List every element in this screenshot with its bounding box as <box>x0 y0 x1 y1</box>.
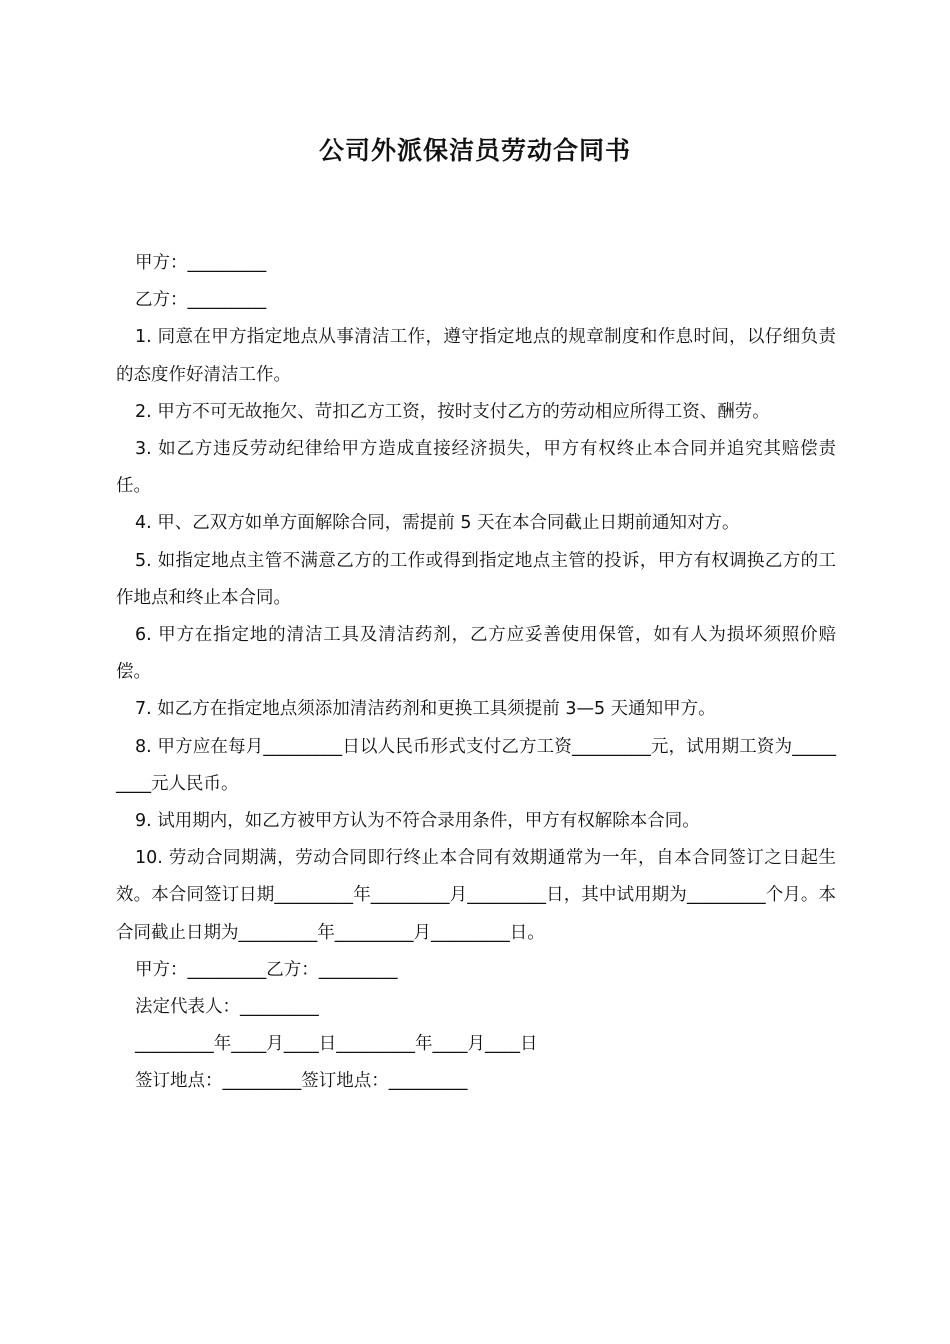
clause-7: 7. 如乙方在指定地点须添加清洁药剂和更换工具须提前 3—5 天通知甲方。 <box>135 699 716 720</box>
signing-place-line: 签订地点：_________签订地点：_________ <box>135 1071 468 1092</box>
clause-6: 6. 甲方在指定地的清洁工具及清洁药剂，乙方应妥善使用保管，如有人为损坏须照价赔偿。 <box>116 625 836 683</box>
clause-9: 9. 试用期内，如乙方被甲方认为不符合录用条件，甲方有权解除本合同。 <box>135 811 700 832</box>
clause-5: 5. 如指定地点主管不满意乙方的工作或得到指定地点主管的投诉，甲方有权调换乙方的工作地点和终止本合同。 <box>116 550 836 608</box>
party-b-line: 乙方：_________ <box>135 290 267 311</box>
clause-10: 10. 劳动合同期满，劳动合同即行终止本合同有效期通常为一年，自本合同签订之日起生效。本合同签订日期_________年_________月_________日，其中试用期为_________个月。本合同截止日期为_________年_________月_________日。 <box>116 848 836 943</box>
document-title: 公司外派保洁员劳动合同书 <box>318 136 631 165</box>
clause-2: 2. 甲方不可无故拖欠、苛扣乙方工资，按时支付乙方的劳动相应所得工资、酬劳。 <box>135 401 770 422</box>
legal-representative-line: 法定代表人：_________ <box>135 997 319 1018</box>
clause-4: 4. 甲、乙双方如单方面解除合同，需提前 5 天在本合同截止日期前通知对方。 <box>135 513 740 534</box>
signature-parties-line: 甲方：_________乙方：_________ <box>135 959 398 980</box>
contract-body <box>116 245 836 1101</box>
clause-3: 3. 如乙方违反劳动纪律给甲方造成直接经济损失，甲方有权终止本合同并追究其赔偿责任。 <box>116 439 836 497</box>
signature-date-line: _________年____月____日_________年____月____日 <box>135 1034 538 1055</box>
clause-8: 8. 甲方应在每月_________日以人民币形式支付乙方工资_________元，试用期工资为_________元人民币。 <box>116 736 836 794</box>
clause-1: 1. 同意在甲方指定地点从事清洁工作，遵守指定地点的规章制度和作息时间，以仔细负责的态度作好清洁工作。 <box>116 327 836 385</box>
party-a-line: 甲方：_________ <box>135 253 267 273</box>
